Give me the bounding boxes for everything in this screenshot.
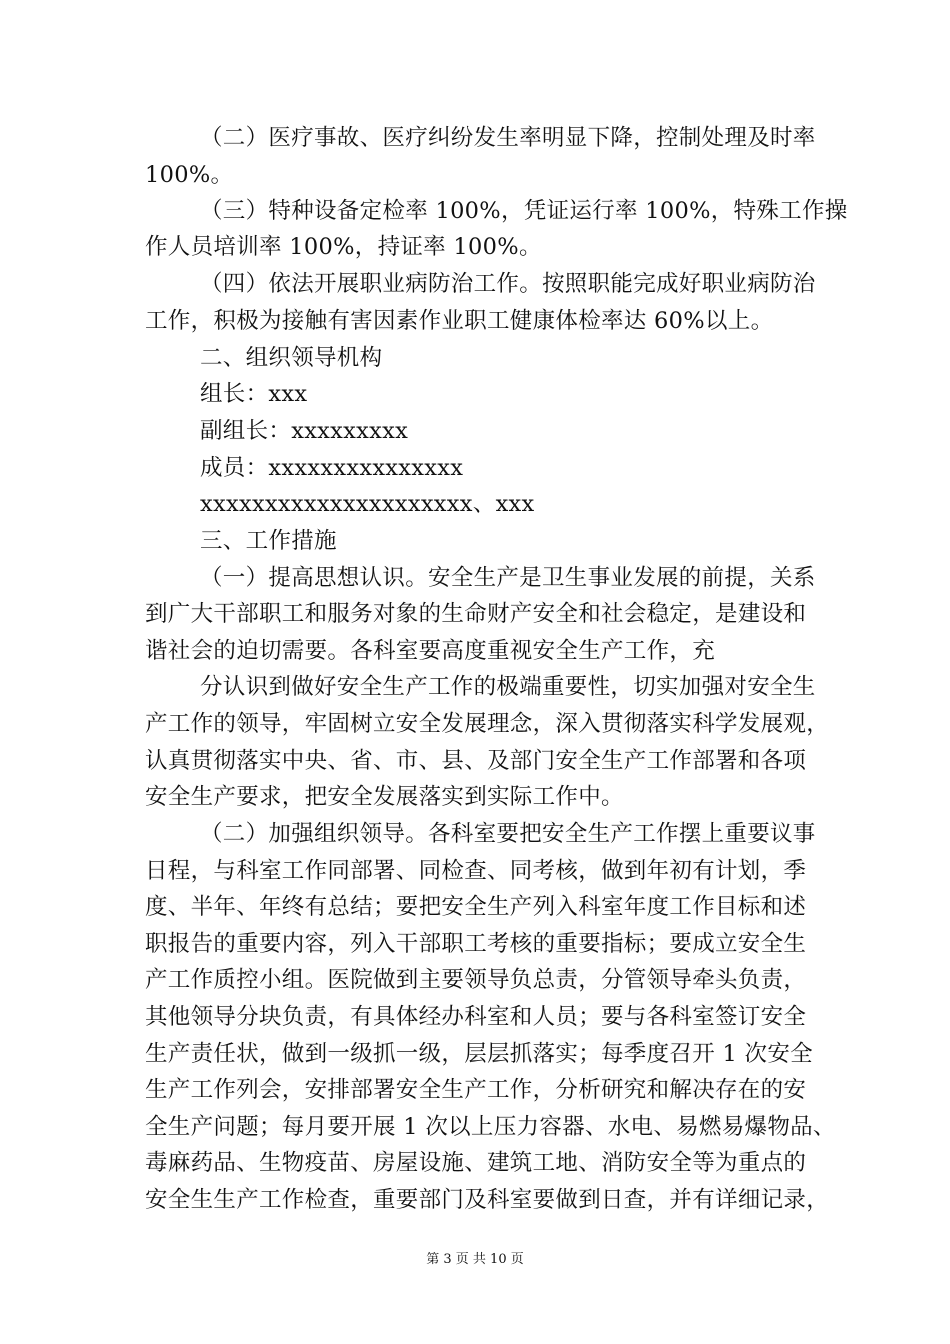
- text-line: 分认识到做好安全生产工作的极端重要性，切实加强对安全生: [200, 674, 816, 700]
- section-heading: 三、工作措施: [200, 528, 337, 554]
- text-line: 毒麻药品、生物疫苗、房屋设施、建筑工地、消防安全等为重点的: [145, 1150, 807, 1176]
- text-line: （二）医疗事故、医疗纠纷发生率明显下降，控制处理及时率: [200, 125, 816, 151]
- text-line: 100%。: [145, 162, 234, 188]
- text-line: （四）依法开展职业病防治工作。按照职能完成好职业病防治: [200, 271, 816, 297]
- text-line: 安全生生产工作检查，重要部门及科室要做到日查，并有详细记录，: [145, 1187, 830, 1213]
- text-line: 到广大干部职工和服务对象的生命财产安全和社会稳定，是建设和: [145, 601, 807, 627]
- text-line: 认真贯彻落实中央、省、市、县、及部门安全生产工作部署和各项: [145, 748, 807, 774]
- text-line: 安全生产要求，把安全发展落实到实际工作中。: [145, 784, 624, 810]
- text-line: 产工作质控小组。医院做到主要领导负总责，分管领导牵头负责，: [145, 967, 807, 993]
- text-line: 副组长：xxxxxxxxx: [200, 418, 409, 444]
- page-number: 第 3 页 共 10 页: [426, 1252, 524, 1267]
- text-line: 度、半年、年终有总结；要把安全生产列入科室年度工作目标和述: [145, 894, 807, 920]
- text-line: 成员：xxxxxxxxxxxxxxx: [200, 455, 464, 481]
- text-line: xxxxxxxxxxxxxxxxxxxxx、xxx: [200, 491, 535, 517]
- text-line: 作人员培训率 100%，持证率 100%。: [145, 234, 542, 260]
- text-line: 组长：xxx: [200, 381, 308, 407]
- text-line: 其他领导分块负责，有具体经办科室和人员；要与各科室签订安全: [145, 1004, 807, 1030]
- text-line: （二）加强组织领导。各科室要把安全生产工作摆上重要议事: [200, 821, 816, 847]
- text-line: 日程，与科室工作同部署、同检查、同考核，做到年初有计划，季: [145, 858, 807, 884]
- text-line: 职报告的重要内容，列入干部职工考核的重要指标；要成立安全生: [145, 931, 807, 957]
- text-line: 全生产问题；每月要开展 1 次以上压力容器、水电、易燃易爆物品、: [145, 1114, 836, 1140]
- section-heading: 二、组织领导机构: [200, 345, 383, 371]
- text-line: 工作，积极为接触有害因素作业职工健康体检率达 60%以上。: [145, 308, 774, 334]
- text-line: 生产工作列会，安排部署安全生产工作，分析研究和解决存在的安: [145, 1077, 807, 1103]
- text-line: 谐社会的迫切需要。各科室要高度重视安全生产工作，充: [145, 638, 716, 664]
- text-line: （三）特种设备定检率 100%，凭证运行率 100%，特殊工作操: [200, 198, 848, 224]
- text-line: （一）提高思想认识。安全生产是卫生事业发展的前提，关系: [200, 565, 816, 591]
- text-line: 生产责任状，做到一级抓一级，层层抓落实；每季度召开 1 次安全: [145, 1041, 813, 1067]
- text-line: 产工作的领导，牢固树立安全发展理念，深入贯彻落实科学发展观，: [145, 711, 830, 737]
